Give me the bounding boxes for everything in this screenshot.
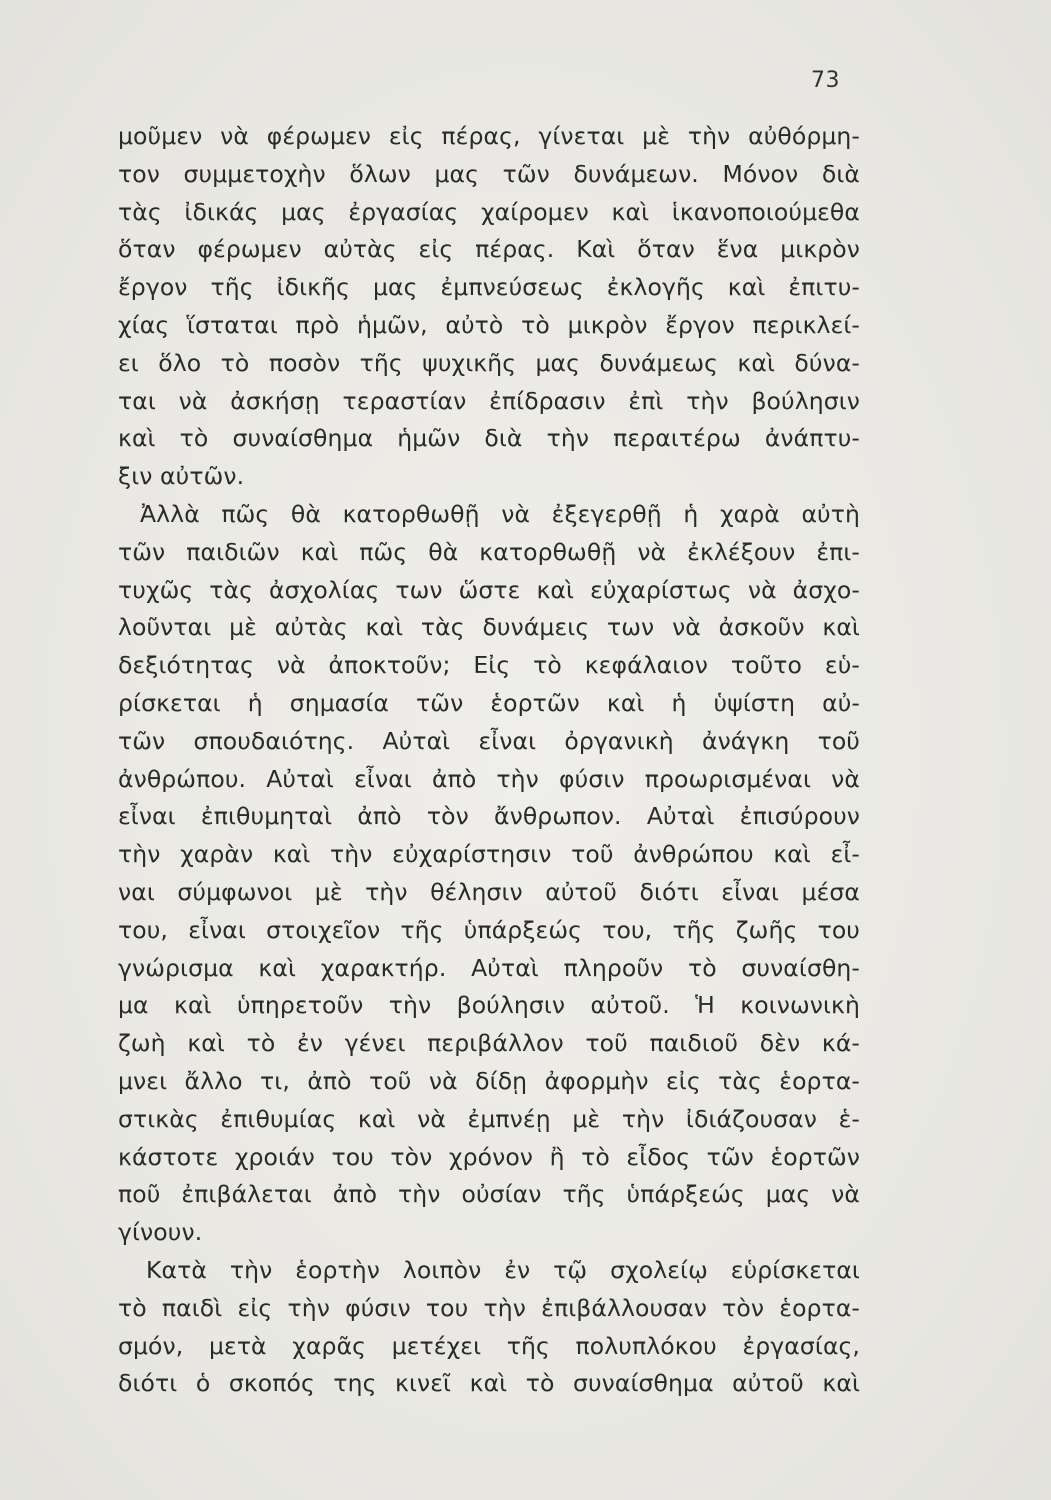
text-line: τὰς ἰδικάς μας ἐργασίας χαίρομεν καὶ ἱκανοποιούμεθα [118,197,860,226]
text-line: μνει ἄλλο τι, ἀπὸ τοῦ νὰ δίδῃ ἀφορμὴν εἰς τὰς ἑορτα- [118,1066,860,1095]
text-line: του, εἶναι στοιχεῖον τῆς ὑπάρξεώς του, τῆς ζωῆς του [118,915,860,944]
text-line: ξιν αὐτῶν. [118,462,245,491]
text-line: γνώρισμα καὶ χαρακτήρ. Αὐταὶ πληροῦν τὸ συναίσθη- [118,953,860,982]
text-line: τὴν χαρὰν καὶ τὴν εὐχαρίστησιν τοῦ ἀνθρώπου καὶ εἶ- [118,840,860,869]
text-line: καὶ τὸ συναίσθημα ἡμῶν διὰ τὴν περαιτέρω ἀνάπτυ- [118,424,860,453]
text-line: λοῦνται μὲ αὐτὰς καὶ τὰς δυνάμεις των νὰ ἀσκοῦν καὶ [118,613,860,642]
body-text [118,118,860,1403]
text-line: μα καὶ ὑπηρετοῦν τὴν βούλησιν αὐτοῦ. Ἡ κοινωνικὴ [118,991,860,1020]
text-line: γίνουν. [118,1218,203,1247]
text-line: τῶν παιδιῶν καὶ πῶς θὰ κατορθωθῇ νὰ ἐκλέξουν ἐπι- [118,537,860,566]
text-line: τῶν σπουδαιότης. Αὐταὶ εἶναι ὀργανικὴ ἀνάγκη τοῦ [118,726,860,755]
text-line: χίας ἵσταται πρὸ ἡμῶν, αὐτὸ τὸ μικρὸν ἔργον περικλεί- [118,310,860,339]
text-line: ἔργον τῆς ἰδικῆς μας ἐμπνεύσεως ἐκλογῆς καὶ ἐπιτυ- [118,273,860,302]
paragraph-start-line: Κατὰ τὴν ἑορτὴν λοιπὸν ἐν τῷ σχολείῳ εὑρίσκεται [146,1255,860,1284]
text-line: ει ὅλο τὸ ποσὸν τῆς ψυχικῆς μας δυνάμεως καὶ δύνα- [118,348,860,377]
text-line: ποῦ ἐπιβάλεται ἀπὸ τὴν οὐσίαν τῆς ὑπάρξεώς μας νὰ [118,1180,860,1209]
text-line: στικὰς ἐπιθυμίας καὶ νὰ ἐμπνέῃ μὲ τὴν ἰδιάζουσαν ἑ- [118,1104,860,1133]
text-line: κάστοτε χροιάν του τὸν χρόνον ἢ τὸ εἶδος τῶν ἑορτῶν [118,1142,860,1171]
text-line: εἶναι ἐπιθυμηταὶ ἀπὸ τὸν ἄνθρωπον. Αὐταὶ ἐπισύρουν [118,802,860,831]
text-line: ζωὴ καὶ τὸ ἐν γένει περιβάλλον τοῦ παιδιοῦ δὲν κά- [118,1029,860,1058]
paragraph-start-line: Ἀλλὰ πῶς θὰ κατορθωθῇ νὰ ἐξεγερθῇ ἡ χαρὰ αὐτὴ [140,499,860,528]
text-line: δεξιότητας νὰ ἀποκτοῦν; Εἰς τὸ κεφάλαιον τοῦτο εὑ- [118,651,860,680]
text-line: ναι σύμφωνοι μὲ τὴν θέλησιν αὐτοῦ διότι εἶναι μέσα [118,877,860,906]
text-line: ὅταν φέρωμεν αὐτὰς εἰς πέρας. Καὶ ὅταν ἕνα μικρὸν [118,235,860,264]
text-line: τυχῶς τὰς ἀσχολίας των ὥστε καὶ εὐχαρίστως νὰ ἀσχο- [118,575,860,604]
text-line: σμόν, μετὰ χαρᾶς μετέχει τῆς πολυπλόκου ἐργασίας, [118,1331,860,1360]
text-line: μοῦμεν νὰ φέρωμεν εἰς πέρας, γίνεται μὲ τὴν αὐθόρμη- [118,122,860,150]
page-number: 73 [811,68,840,93]
text-line: ρίσκεται ἡ σημασία τῶν ἑορτῶν καὶ ἡ ὑψίστη αὐ- [118,688,860,717]
text-line: τον συμμετοχὴν ὅλων μας τῶν δυνάμεων. Μόνον διὰ [118,159,860,188]
text-line: τὸ παιδὶ εἰς τὴν φύσιν του τὴν ἐπιβάλλουσαν τὸν ἑορτα- [118,1293,860,1322]
text-line: διότι ὁ σκοπός της κινεῖ καὶ τὸ συναίσθημα αὐτοῦ καὶ [118,1369,860,1398]
text-line: ται νὰ ἀσκήσῃ τεραστίαν ἐπίδρασιν ἐπὶ τὴν βούλησιν [118,386,860,415]
text-line: ἀνθρώπου. Αὐταὶ εἶναι ἀπὸ τὴν φύσιν προωρισμέναι νὰ [118,764,860,793]
